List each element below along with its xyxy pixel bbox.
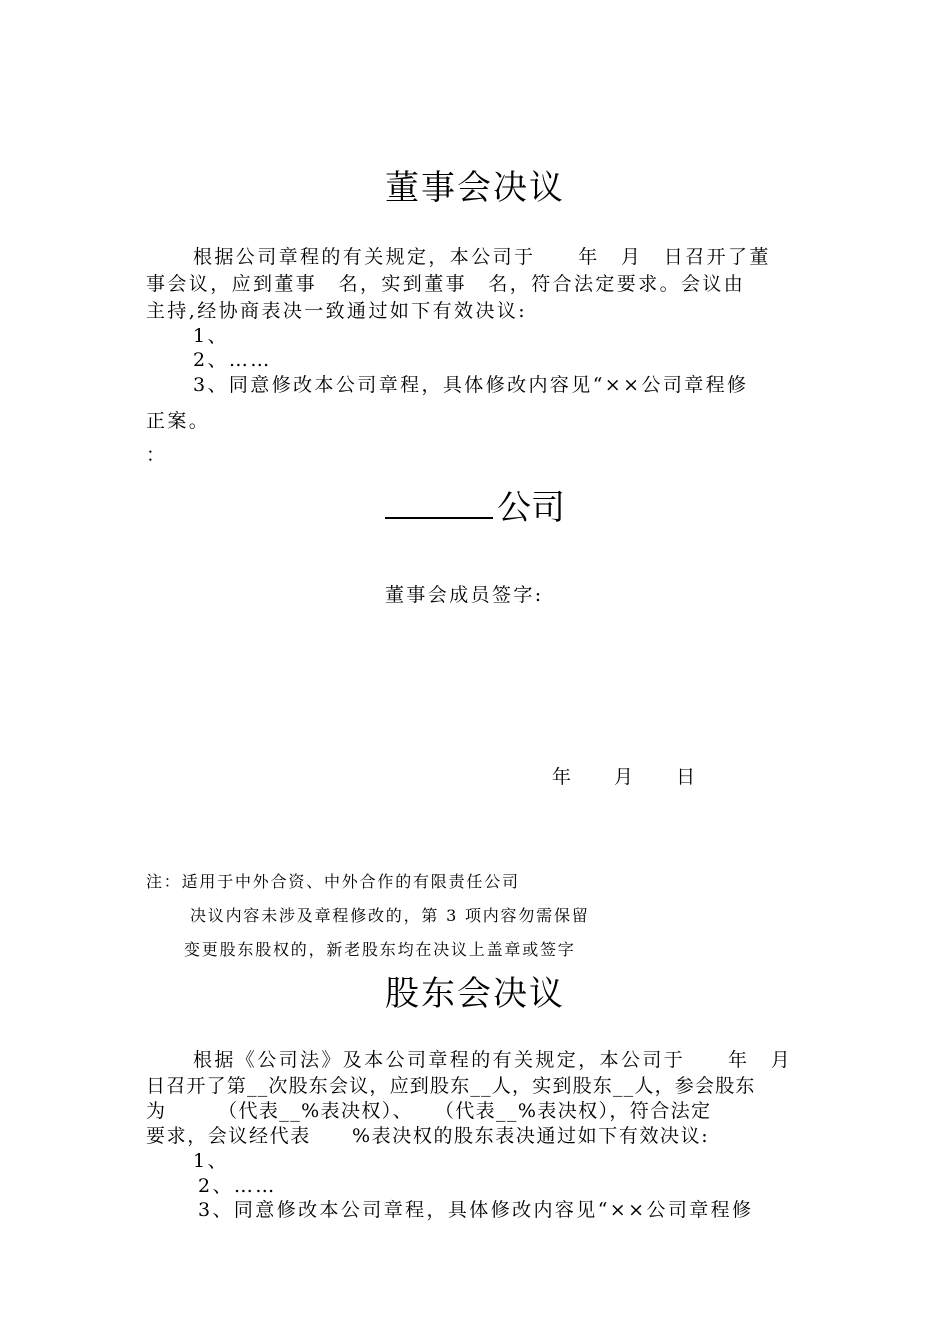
board-paragraph-line-2: 事会议，应到董事 名，实到董事 名，符合法定要求。会议由 (146, 273, 746, 295)
shareholders-item-1: 1、 (193, 1150, 229, 1172)
board-item-3-line-1: 3、同意修改本公司章程，具体修改内容见“××公司章程修 (193, 374, 749, 396)
note-line-1: 注：适用于中外合资、中外合作的有限责任公司 (146, 872, 520, 891)
company-name-line (385, 480, 565, 529)
board-signature-label: 董事会成员签字: (385, 584, 544, 606)
shareholders-paragraph-line-3: 为 （代表__%表决权）、 （代表__%表决权），符合法定 (146, 1100, 712, 1122)
note-line-2: 决议内容未涉及章程修改的，第 3 项内容勿需保留 (190, 906, 590, 925)
company-suffix: 公司 (497, 488, 565, 528)
board-item-3-line-2: 正案。 (146, 410, 211, 432)
board-paragraph-line-3: 主持,经协商表决一致通过如下有效决议: (146, 300, 528, 322)
board-resolution-title: 董事会决议 (385, 168, 565, 208)
shareholders-item-2: 2、…… (198, 1175, 277, 1197)
shareholders-paragraph-line-4: 要求，会议经代表 %表决权的股东表决通过如下有效决议: (146, 1125, 710, 1147)
shareholders-item-3-line-1: 3、同意修改本公司章程，具体修改内容见“××公司章程修 (198, 1199, 754, 1221)
board-item-2: 2、…… (193, 349, 272, 371)
board-colon: ： (146, 444, 168, 466)
board-signature-date: 年 月 日 (552, 766, 702, 788)
shareholders-paragraph-line-1: 根据《公司法》及本公司章程的有关规定，本公司于 年 月 (193, 1049, 793, 1071)
shareholders-resolution-title: 股东会决议 (385, 974, 565, 1014)
shareholders-paragraph-line-2: 日召开了第__次股东会议，应到股东__人，实到股东__人，参会股东 (146, 1075, 756, 1097)
board-item-1: 1、 (193, 325, 229, 347)
board-paragraph-line-1: 根据公司章程的有关规定，本公司于 年 月 日召开了董 (193, 246, 771, 268)
note-line-3: 变更股东股权的，新老股东均在决议上盖章或签字 (184, 940, 576, 959)
company-name-blank (385, 491, 493, 519)
